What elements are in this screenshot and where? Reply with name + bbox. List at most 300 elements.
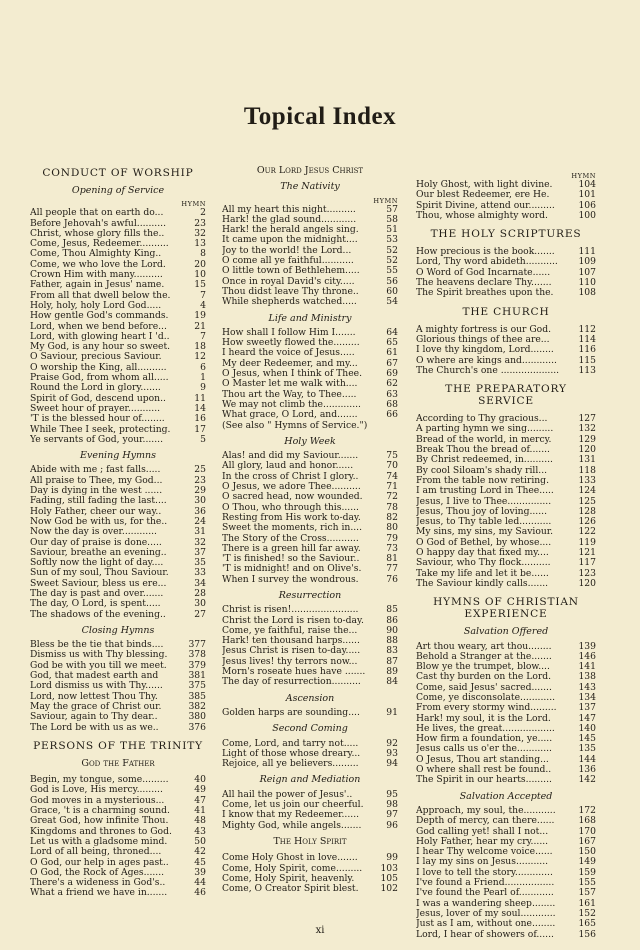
- entry-title: Sun of my soul, Thou Saviour.: [30, 568, 169, 579]
- entry-hymn-number: 51: [386, 225, 398, 236]
- index-entry: [416, 775, 596, 785]
- entry-title: O sacred head, now wounded.: [222, 492, 363, 503]
- index-entry: [416, 366, 596, 376]
- index-entry: [222, 338, 398, 348]
- index-entry: [222, 554, 398, 564]
- index-entry: [416, 268, 596, 278]
- entry-title: Just as I am, without one........: [416, 919, 556, 930]
- entry-title: I am trusting Lord in Thee.....: [416, 486, 554, 497]
- index-entry: [222, 215, 398, 225]
- entry-hymn-number: 18: [194, 342, 206, 353]
- entry-hymn-number: 116: [578, 345, 596, 356]
- entry-title: Light of those whose dreary...: [222, 748, 361, 759]
- entry-title: While Thee I seek, protecting.: [30, 424, 171, 435]
- entry-title: What a friend we have in.......: [30, 888, 168, 899]
- index-entry: [30, 681, 206, 691]
- entry-title: Golden harps are sounding....: [222, 707, 360, 718]
- entry-title: The day of resurrection..........: [222, 677, 361, 688]
- entry-hymn-number: 5: [200, 434, 206, 445]
- index-column-left: [30, 160, 206, 899]
- page-title: Topical Index: [243, 103, 397, 130]
- entry-hymn-number: 55: [386, 266, 398, 277]
- entry-title: Grace, 't is a charming sound.: [30, 806, 170, 817]
- entry-hymn-number: 66: [386, 410, 398, 421]
- entry-title: O happy day that fixed my....: [416, 548, 549, 559]
- index-entry: [30, 558, 206, 568]
- entry-hymn-number: 11: [194, 393, 206, 404]
- subsection-heading: Holy Week: [284, 435, 336, 447]
- entry-hymn-number: 80: [386, 523, 398, 534]
- entry-hymn-number: 152: [578, 908, 596, 919]
- index-entry: [30, 363, 206, 373]
- entry-hymn-number: 32: [194, 228, 206, 239]
- section-heading-continued: SERVICE: [478, 395, 534, 408]
- subsection-heading: Evening Hymns: [80, 450, 156, 462]
- entry-title: From all that dwell below the.: [30, 290, 171, 301]
- section-heading: THE PREPARATORY: [445, 383, 567, 396]
- index-entry: [222, 800, 398, 810]
- index-entry: [30, 496, 206, 506]
- index-entry: [416, 201, 596, 211]
- index-entry: [416, 683, 596, 693]
- entry-title: All people that on earth do...: [30, 208, 164, 219]
- index-entry: [222, 266, 398, 276]
- index-entry: [416, 579, 596, 589]
- index-entry: [222, 225, 398, 235]
- entry-title: Praise God, from whom all.....: [30, 373, 169, 384]
- section-heading: THE HOLY SCRIPTURES: [430, 228, 582, 241]
- entry-title: Begin, my tongue, some.........: [30, 775, 169, 786]
- index-entry: [222, 369, 398, 379]
- entry-hymn-number: 24: [194, 516, 206, 527]
- entry-hymn-number: 57: [386, 204, 398, 215]
- entry-title: O where shall rest be found..: [416, 765, 552, 776]
- entry-hymn-number: 149: [578, 857, 596, 868]
- entry-title: Dismiss us with Thy blessing.: [30, 650, 168, 661]
- entry-hymn-number: 167: [578, 836, 596, 847]
- entry-hymn-number: 53: [386, 235, 398, 246]
- entry-hymn-number: 100: [578, 210, 596, 221]
- entry-title: Holy Father, hear my cry......: [416, 836, 549, 847]
- index-entry: [416, 517, 596, 527]
- entry-title: What grace, O Lord, and.......: [222, 410, 358, 421]
- entry-title: A mighty fortress is our God.: [416, 324, 552, 335]
- entry-hymn-number: 84: [386, 677, 398, 688]
- entry-hymn-number: 8: [200, 249, 206, 260]
- subsection-heading: The Nativity: [280, 181, 340, 193]
- entry-hymn-number: 31: [194, 527, 206, 538]
- entry-hymn-number: 44: [194, 878, 206, 889]
- index-entry: [416, 424, 596, 434]
- entry-hymn-number: 7: [200, 331, 206, 342]
- entry-title: Come, let us join our cheerful.: [222, 800, 364, 811]
- entry-hymn-number: 64: [386, 327, 398, 338]
- entry-title: Father, again in Jesus' name.: [30, 280, 165, 291]
- index-entry: [222, 235, 398, 245]
- index-entry: [416, 445, 596, 455]
- index-entry: [30, 650, 206, 660]
- index-entry: [30, 280, 206, 290]
- entry-title: We may not climb the.............: [222, 399, 361, 410]
- index-entry: [222, 277, 398, 287]
- entry-title: The heavens declare Thy.......: [416, 278, 552, 289]
- index-entry: [416, 837, 596, 847]
- entry-hymn-number: 79: [386, 533, 398, 544]
- entry-hymn-number: 28: [194, 588, 206, 599]
- entry-hymn-number: 382: [188, 701, 206, 712]
- entry-title: The Saviour kindly calls.......: [416, 578, 549, 589]
- index-entry: [222, 287, 398, 297]
- entry-hymn-number: 168: [578, 816, 596, 827]
- entry-title: Glorious things of thee are...: [416, 334, 550, 345]
- entry-title: The day is past and over.......: [30, 588, 164, 599]
- subsection-heading: Our Lord Jesus Christ: [256, 165, 364, 176]
- index-entry: [30, 723, 206, 733]
- entry-title: Let us with a gladsome mind.: [30, 836, 168, 847]
- entry-title: I lay my sins on Jesus...........: [416, 857, 549, 868]
- entry-title: All praise to Thee, my God...: [30, 475, 163, 486]
- entry-hymn-number: 128: [578, 506, 596, 517]
- entry-hymn-number: 110: [578, 278, 596, 289]
- index-entry: [416, 211, 596, 221]
- entry-hymn-number: 78: [386, 502, 398, 513]
- index-entry: [222, 810, 398, 820]
- index-entry: [416, 734, 596, 744]
- index-entry: [416, 878, 596, 888]
- entry-title: Sweet Saviour, bless us ere...: [30, 578, 167, 589]
- entry-hymn-number: 141: [578, 662, 596, 673]
- subsection-heading: God the Father: [81, 757, 155, 769]
- entry-hymn-number: 69: [386, 369, 398, 380]
- index-entry: [30, 425, 206, 435]
- entry-hymn-number: 112: [578, 324, 596, 335]
- index-entry: [416, 816, 596, 826]
- entry-title: The shadows of the evening..: [30, 609, 166, 620]
- index-entry: [222, 884, 398, 894]
- entry-title: 'T is midnight! and on Olive's.: [222, 564, 362, 575]
- index-entry: [416, 652, 596, 662]
- entry-hymn-number: 10: [194, 270, 206, 281]
- index-entry: [30, 311, 206, 321]
- index-entry: [416, 642, 596, 652]
- entry-hymn-number: 121: [578, 548, 596, 559]
- index-entry: [222, 739, 398, 749]
- entry-title: A parting hymn we sing.........: [416, 424, 554, 435]
- index-entry: [416, 414, 596, 424]
- entry-hymn-number: 95: [386, 789, 398, 800]
- entry-title: O where are kings and............: [416, 355, 557, 366]
- entry-hymn-number: 99: [386, 853, 398, 864]
- entry-title: Holy Ghost, with light divine.: [416, 180, 553, 190]
- entry-hymn-number: 13: [194, 239, 206, 250]
- entry-hymn-number: 136: [578, 765, 596, 776]
- index-entry: [222, 400, 398, 410]
- entry-hymn-number: 45: [194, 857, 206, 868]
- entry-hymn-number: 111: [578, 247, 596, 258]
- entry-hymn-number: 103: [380, 863, 398, 874]
- entry-title: Take my life and let it be......: [416, 568, 549, 579]
- index-entry: [30, 579, 206, 589]
- entry-title: Jesus lives! thy terrors now...: [222, 656, 358, 667]
- entry-hymn-number: 142: [578, 775, 596, 786]
- index-entry: [416, 190, 596, 200]
- index-entry: [222, 246, 398, 256]
- index-entry: [30, 322, 206, 332]
- entry-title: Jesus, lover of my soul............: [416, 908, 556, 919]
- section-heading: THE CHURCH: [462, 305, 550, 318]
- index-entry: [30, 816, 206, 826]
- index-entry: [30, 775, 206, 785]
- entry-title: Lord, when we bend before...: [30, 321, 167, 332]
- index-entry: [222, 492, 398, 502]
- subsection-heading: Resurrection: [278, 589, 342, 601]
- entry-title: The Lord be with us as we..: [30, 722, 159, 733]
- entry-title: I heard the voice of Jesus.....: [222, 348, 355, 359]
- index-entry: [416, 476, 596, 486]
- index-entry: [416, 868, 596, 878]
- section-heading-continued: EXPERIENCE: [464, 608, 548, 621]
- entry-title: O Jesus, Thou art standing...: [416, 754, 549, 765]
- entry-hymn-number: 81: [386, 554, 398, 565]
- entry-hymn-number: 27: [194, 609, 206, 620]
- index-entry: [222, 379, 398, 389]
- entry-title: The Spirit in our hearts.........: [416, 775, 552, 786]
- entry-title: Morn's roseate hues have .......: [222, 667, 366, 678]
- entry-hymn-number: 62: [386, 379, 398, 390]
- index-entry: [30, 527, 206, 537]
- index-entry: [30, 888, 206, 898]
- index-entry: [222, 421, 398, 431]
- index-entry: [222, 749, 398, 759]
- entry-hymn-number: 381: [188, 671, 206, 682]
- entry-hymn-number: 47: [194, 795, 206, 806]
- entry-hymn-number: 20: [194, 259, 206, 270]
- entry-title: 'T is the blessed hour of........: [30, 414, 165, 425]
- entry-hymn-number: 135: [578, 744, 596, 755]
- index-entry: [222, 297, 398, 307]
- entry-hymn-number: 150: [578, 847, 596, 858]
- entry-hymn-number: 129: [578, 434, 596, 445]
- entry-hymn-number: 124: [578, 486, 596, 497]
- entry-title: I hear Thy welcome voice......: [416, 847, 553, 858]
- entry-hymn-number: 2: [200, 208, 206, 219]
- index-entry: [222, 864, 398, 874]
- entry-title: Spirit Divine, attend our.........: [416, 200, 555, 211]
- index-entry: [416, 435, 596, 445]
- entry-title: Day is dying in the west ......: [30, 486, 163, 497]
- entry-hymn-number: 120: [578, 578, 596, 589]
- entry-hymn-number: 14: [194, 403, 206, 414]
- entry-hymn-number: 85: [386, 605, 398, 616]
- entry-title: Now God be with us, for the..: [30, 516, 168, 527]
- subsection-heading: Closing Hymns: [81, 624, 155, 636]
- index-entry: [30, 702, 206, 712]
- entry-title: O God of Bethel, by whose....: [416, 537, 552, 548]
- index-entry: [416, 899, 596, 909]
- entry-hymn-number: 377: [188, 640, 206, 651]
- entry-hymn-number: 159: [578, 867, 596, 878]
- index-entry: [416, 466, 596, 476]
- index-entry: [30, 785, 206, 795]
- subsection-heading: Life and Ministry: [268, 312, 352, 324]
- entry-title: O Jesus, we adore Thee..........: [222, 482, 361, 493]
- index-entry: [222, 472, 398, 482]
- index-entry: [30, 332, 206, 342]
- index-entry: [416, 278, 596, 288]
- entry-title: Saviour, breathe an evening..: [30, 547, 167, 558]
- entry-hymn-number: 92: [386, 738, 398, 749]
- index-entry: [222, 503, 398, 513]
- index-entry: [222, 616, 398, 626]
- entry-hymn-number: 42: [194, 847, 206, 858]
- entry-hymn-number: 134: [578, 692, 596, 703]
- index-entry: [30, 517, 206, 527]
- index-entry: [30, 465, 206, 475]
- entry-title: O Saviour, precious Saviour.: [30, 352, 162, 363]
- entry-title: Hark! ten thousand harps......: [222, 636, 360, 647]
- index-entry: [30, 548, 206, 558]
- entry-hymn-number: 82: [386, 512, 398, 523]
- index-entry: [416, 714, 596, 724]
- entry-title: Come, O Creator Spirit blest.: [222, 884, 359, 895]
- index-entry: [30, 806, 206, 816]
- entry-hymn-number: 115: [578, 355, 596, 366]
- hymn-column-label: HYMN: [571, 172, 596, 180]
- entry-hymn-number: 43: [194, 826, 206, 837]
- entry-title: Alas! and did my Saviour.......: [222, 451, 359, 462]
- index-entry: [222, 636, 398, 646]
- entry-hymn-number: 120: [578, 445, 596, 456]
- index-entry: [30, 352, 206, 362]
- entry-title: Crown Him with many..........: [30, 270, 163, 281]
- entry-hymn-number: 63: [386, 389, 398, 400]
- index-entry: [416, 569, 596, 579]
- entry-hymn-number: 379: [188, 660, 206, 671]
- index-entry: [30, 589, 206, 599]
- entry-title: Jesus, Thou joy of loving......: [416, 506, 547, 517]
- entry-title: There is a green hill far away.: [222, 543, 361, 554]
- entry-title: Lord, I hear of showers of......: [416, 929, 554, 940]
- entry-hymn-number: 83: [386, 646, 398, 657]
- entry-title: Our day of praise is done.....: [30, 537, 162, 548]
- entry-title: The Spirit breathes upon the.: [416, 288, 554, 299]
- entry-title: O Master let me walk with....: [222, 379, 358, 390]
- entry-hymn-number: 375: [188, 681, 206, 692]
- entry-hymn-number: 105: [380, 873, 398, 884]
- entry-title: Once in royal David's city.....: [222, 276, 355, 287]
- entry-hymn-number: 19: [194, 311, 206, 322]
- entry-hymn-number: 122: [578, 527, 596, 538]
- index-entry: [222, 874, 398, 884]
- index-entry: [416, 888, 596, 898]
- entry-hymn-number: 52: [386, 245, 398, 256]
- entry-title: Ye servants of God, your.......: [30, 434, 163, 445]
- entry-hymn-number: 75: [386, 451, 398, 462]
- entry-title: Fading, still fading the last....: [30, 496, 167, 507]
- entry-hymn-number: 90: [386, 625, 398, 636]
- entry-hymn-number: 113: [578, 365, 596, 376]
- entry-title: I've found the Pearl of............: [416, 888, 554, 899]
- index-entry: [30, 847, 206, 857]
- entry-hymn-number: 49: [194, 785, 206, 796]
- entry-hymn-number: [397, 421, 398, 431]
- entry-hymn-number: 165: [578, 919, 596, 930]
- index-entry: [222, 523, 398, 533]
- index-entry: [222, 534, 398, 544]
- entry-title: Our blest Redeemer, ere He.: [416, 190, 550, 201]
- entry-title: God is Love, His mercy.........: [30, 785, 163, 796]
- entry-hymn-number: 147: [578, 713, 596, 724]
- entry-title: How firm a foundation, ye.....: [416, 734, 553, 745]
- subsection-heading: The Holy Spirit: [273, 835, 347, 847]
- index-entry: [222, 461, 398, 471]
- index-entry: [30, 394, 206, 404]
- entry-title: Christ is risen!.......................: [222, 605, 359, 616]
- entry-hymn-number: 4: [200, 300, 206, 311]
- entry-hymn-number: 114: [578, 334, 596, 345]
- entry-hymn-number: 30: [194, 496, 206, 507]
- entry-hymn-number: 146: [578, 651, 596, 662]
- entry-hymn-number: 12: [194, 352, 206, 363]
- entry-hymn-number: 108: [578, 288, 596, 299]
- index-entry: [222, 564, 398, 574]
- index-entry: [222, 790, 398, 800]
- index-entry: [30, 640, 206, 650]
- entry-title: Now the day is over............: [30, 527, 157, 538]
- entry-hymn-number: 123: [578, 568, 596, 579]
- index-column-middle: [222, 160, 398, 894]
- entry-title: God, that madest earth and: [30, 671, 159, 682]
- index-entry: [222, 821, 398, 831]
- entry-title: He lives, the great..................: [416, 723, 555, 734]
- entry-title: While shepherds watched.....: [222, 297, 357, 308]
- page-number: xi: [315, 925, 325, 936]
- entry-hymn-number: 37: [194, 547, 206, 558]
- entry-hymn-number: 117: [578, 558, 596, 569]
- index-entry: [416, 672, 596, 682]
- index-entry: [416, 345, 596, 355]
- entry-title: Abide with me ; fast falls.....: [30, 465, 161, 476]
- entry-hymn-number: 17: [194, 424, 206, 435]
- index-entry: [416, 857, 596, 867]
- entry-hymn-number: 139: [578, 641, 596, 652]
- index-entry: [30, 796, 206, 806]
- entry-title: Lord of all being, throned....: [30, 847, 162, 858]
- index-entry: [222, 359, 398, 369]
- entry-hymn-number: 77: [386, 564, 398, 575]
- entry-title: Cast thy burden on the Lord.: [416, 672, 552, 683]
- entry-title: May the grace of Christ our.: [30, 701, 162, 712]
- index-entry: [222, 708, 398, 718]
- entry-hymn-number: 87: [386, 656, 398, 667]
- entry-title: From every stormy wind.........: [416, 703, 557, 714]
- entry-hymn-number: 126: [578, 517, 596, 528]
- index-entry: [416, 527, 596, 537]
- entry-title: All glory, laud and honor......: [222, 461, 354, 472]
- entry-hymn-number: 1: [200, 373, 206, 384]
- entry-title: Jesus Christ is risen to-day.....: [222, 646, 361, 657]
- index-entry: [30, 507, 206, 517]
- entry-title: The Church's one ....................: [416, 365, 560, 376]
- entry-title: Art thou weary, art thou........: [416, 641, 552, 652]
- entry-hymn-number: 93: [386, 748, 398, 759]
- entry-title: I was a wandering sheep........: [416, 898, 556, 909]
- index-entry: [416, 909, 596, 919]
- entry-hymn-number: 32: [194, 537, 206, 548]
- index-entry: [30, 878, 206, 888]
- subsection-heading: Ascension: [285, 692, 335, 704]
- index-entry: [30, 208, 206, 218]
